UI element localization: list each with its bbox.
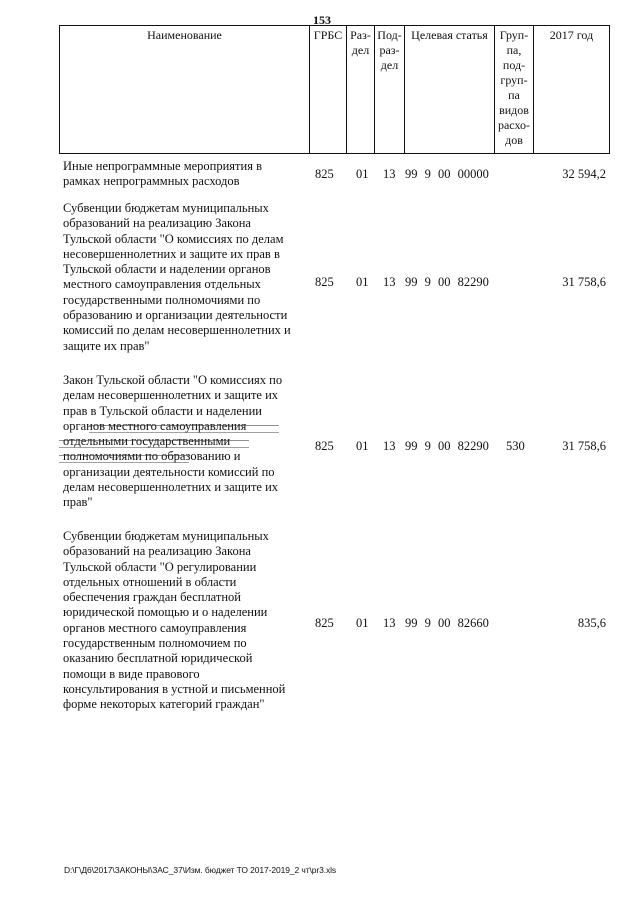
row-podrazdel: 13 <box>383 439 396 453</box>
row-razdel: 01 <box>356 275 369 289</box>
row-grbs: 825 <box>315 275 334 289</box>
header-grbs: ГРБС <box>310 26 347 154</box>
strikethrough-mark <box>59 440 249 448</box>
page-number: 153 <box>313 13 331 27</box>
row-amount: 31 758,6 <box>562 439 606 453</box>
row-grbs: 825 <box>315 439 334 453</box>
header-name: Наименование <box>60 26 310 154</box>
row-group: 530 <box>506 439 525 453</box>
row-target: 99 9 00 82290 <box>405 275 489 289</box>
header-year: 2017 год <box>534 26 610 154</box>
row-amount: 32 594,2 <box>562 167 606 181</box>
row-razdel: 01 <box>356 616 369 630</box>
row-name: Закон Тульской области "О комиссиях по делам несовершеннолетних и защите их прав в Тульской области и наделении органов местного самоуправления отдельными государственными полномочиями по образованию и организации деятельности комиссий по делам несовершеннолетних и защите их прав" <box>63 373 283 510</box>
row-amount: 31 758,6 <box>562 275 606 289</box>
row-razdel: 01 <box>356 439 369 453</box>
header-razdel: Раз- дел <box>347 26 375 154</box>
strikethrough-mark <box>89 425 279 433</box>
table-row <box>59 529 609 719</box>
header-expense-group: Груп- па, под- груп- па видов расхо- дов <box>495 26 534 154</box>
row-podrazdel: 13 <box>383 167 396 181</box>
row-target: 99 9 00 82660 <box>405 616 489 630</box>
row-target: 99 9 00 00000 <box>405 167 489 181</box>
row-amount: 835,6 <box>577 616 606 630</box>
row-razdel: 01 <box>356 167 369 181</box>
header-podrazdel: Под- раз- дел <box>375 26 405 154</box>
table-row <box>59 159 609 191</box>
row-name: Субвенции бюджетам муниципальных образований на реализацию Закона Тульской области "О регулировании отдельных отношений в области обеспечения граждан бесплатной юридической помощью и о наделении органов местного самоуправления государственным полномочием по оказанию бесплатной юридической помощи в виде правового консультирования в устной и письменной форме некоторых категорий граждан" <box>63 529 286 712</box>
row-name: Иные непрограммные мероприятия в рамках непрограммных расходов <box>63 159 262 189</box>
row-podrazdel: 13 <box>383 616 396 630</box>
budget-table-header <box>59 25 610 154</box>
strikethrough-mark <box>59 455 189 463</box>
row-podrazdel: 13 <box>383 275 396 289</box>
row-grbs: 825 <box>315 167 334 181</box>
table-row <box>59 201 609 356</box>
footer-file-path: D:\Г\Д6\2017\ЗАКОНЫ\ЗАС_37\Изм. бюджет ТО 2017-2019_2 чт\pr3.xls <box>64 865 337 875</box>
row-grbs: 825 <box>315 616 334 630</box>
row-name: Субвенции бюджетам муниципальных образований на реализацию Закона Тульской области "О комиссиях по делам несовершеннолетних и защите их прав в Тульской области и наделении органов местного самоуправления отдельных государственными полномочиями по образованию и организации деятельности комиссий по делам несовершеннолетних и защите их прав" <box>63 201 291 353</box>
header-target-article: Целевая статья <box>405 26 495 154</box>
table-row <box>59 373 609 513</box>
row-target: 99 9 00 82290 <box>405 439 489 453</box>
